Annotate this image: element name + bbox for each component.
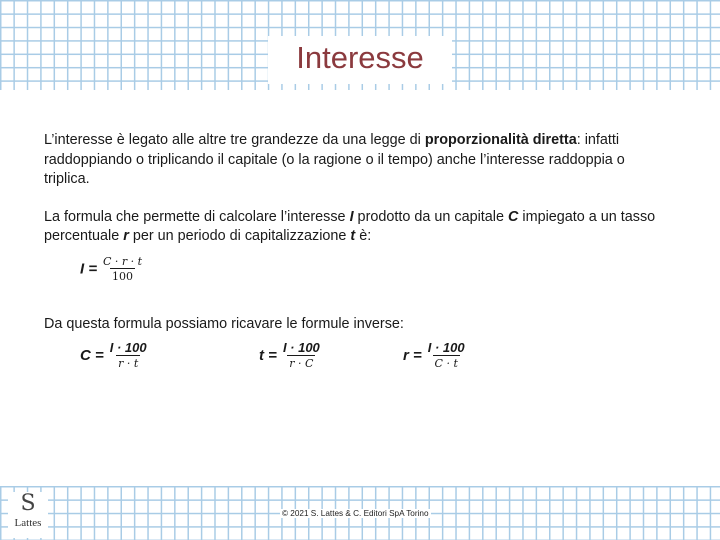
- p2-text-d: per un periodo di capitalizzazione: [128, 228, 351, 244]
- p2-text-b: prodotto da un capitale: [353, 208, 508, 225]
- main-formula-fraction: [101, 255, 144, 283]
- p2-var-t: t: [350, 228, 356, 244]
- inverse-intro-block: [44, 315, 674, 335]
- main-formula-lhs: I =: [80, 260, 98, 278]
- inverse-capital-denominator: r · t: [118, 357, 139, 370]
- inverse-rate-numerator: I · 100: [427, 340, 465, 355]
- inverse-rate-denominator: C · t: [434, 357, 458, 370]
- main-formula-denominator: 100: [112, 270, 134, 283]
- slide-body: [44, 131, 674, 247]
- inverse-rate-fraction: [426, 340, 467, 370]
- inverse-time-fraction: [281, 340, 322, 370]
- p1-bold-term: proporzionalità diretta: [424, 132, 577, 148]
- main-formula-numerator: C · r · t: [103, 255, 143, 268]
- copyright-footer: © 2021 S. Lattes & C. Editori SpA Torino: [282, 509, 429, 518]
- inverse-time-denominator: r · C: [289, 357, 314, 370]
- inverse-time-lhs: t =: [259, 346, 277, 364]
- p2-text-a: La formula che permette di calcolare l’interesse: [44, 208, 350, 225]
- p2-text-c: impiegato a un tasso percentuale: [44, 208, 656, 244]
- p1-text-b: : infatti raddoppiando o triplicando il capitale (o la ragione o il tempo) anche l’interesse raddoppia o triplica.: [44, 132, 625, 187]
- slide-title: Interesse: [296, 40, 424, 75]
- inverse-capital-fraction: [108, 340, 149, 370]
- p2-var-r: r: [123, 228, 129, 244]
- inverse-formula-capital: [80, 340, 149, 370]
- p1-text-a: L’interesse è legato alle altre tre grandezze da una legge di: [44, 132, 425, 148]
- inverse-time-numerator: I · 100: [282, 340, 320, 355]
- logo-wordmark: Lattes: [14, 517, 42, 529]
- paragraph-formula-intro: [44, 208, 674, 247]
- p2-var-I: I: [349, 208, 354, 225]
- inverse-capital-lhs: C =: [80, 346, 104, 364]
- main-formula: [80, 255, 144, 283]
- inverse-rate-lhs: r =: [403, 346, 422, 364]
- logo-mark-icon: S: [20, 491, 36, 516]
- inverse-formula-time: [259, 340, 322, 370]
- inverse-capital-numerator: I · 100: [109, 340, 147, 355]
- inverse-formula-rate: [403, 340, 467, 370]
- p2-text-e: è:: [355, 228, 372, 244]
- p2-var-C: C: [507, 208, 519, 225]
- publisher-logo: [8, 492, 48, 538]
- paragraph-inverse-intro: Da questa formula possiamo ricavare le formule inverse:: [44, 316, 404, 332]
- paragraph-proportionality: [44, 131, 674, 190]
